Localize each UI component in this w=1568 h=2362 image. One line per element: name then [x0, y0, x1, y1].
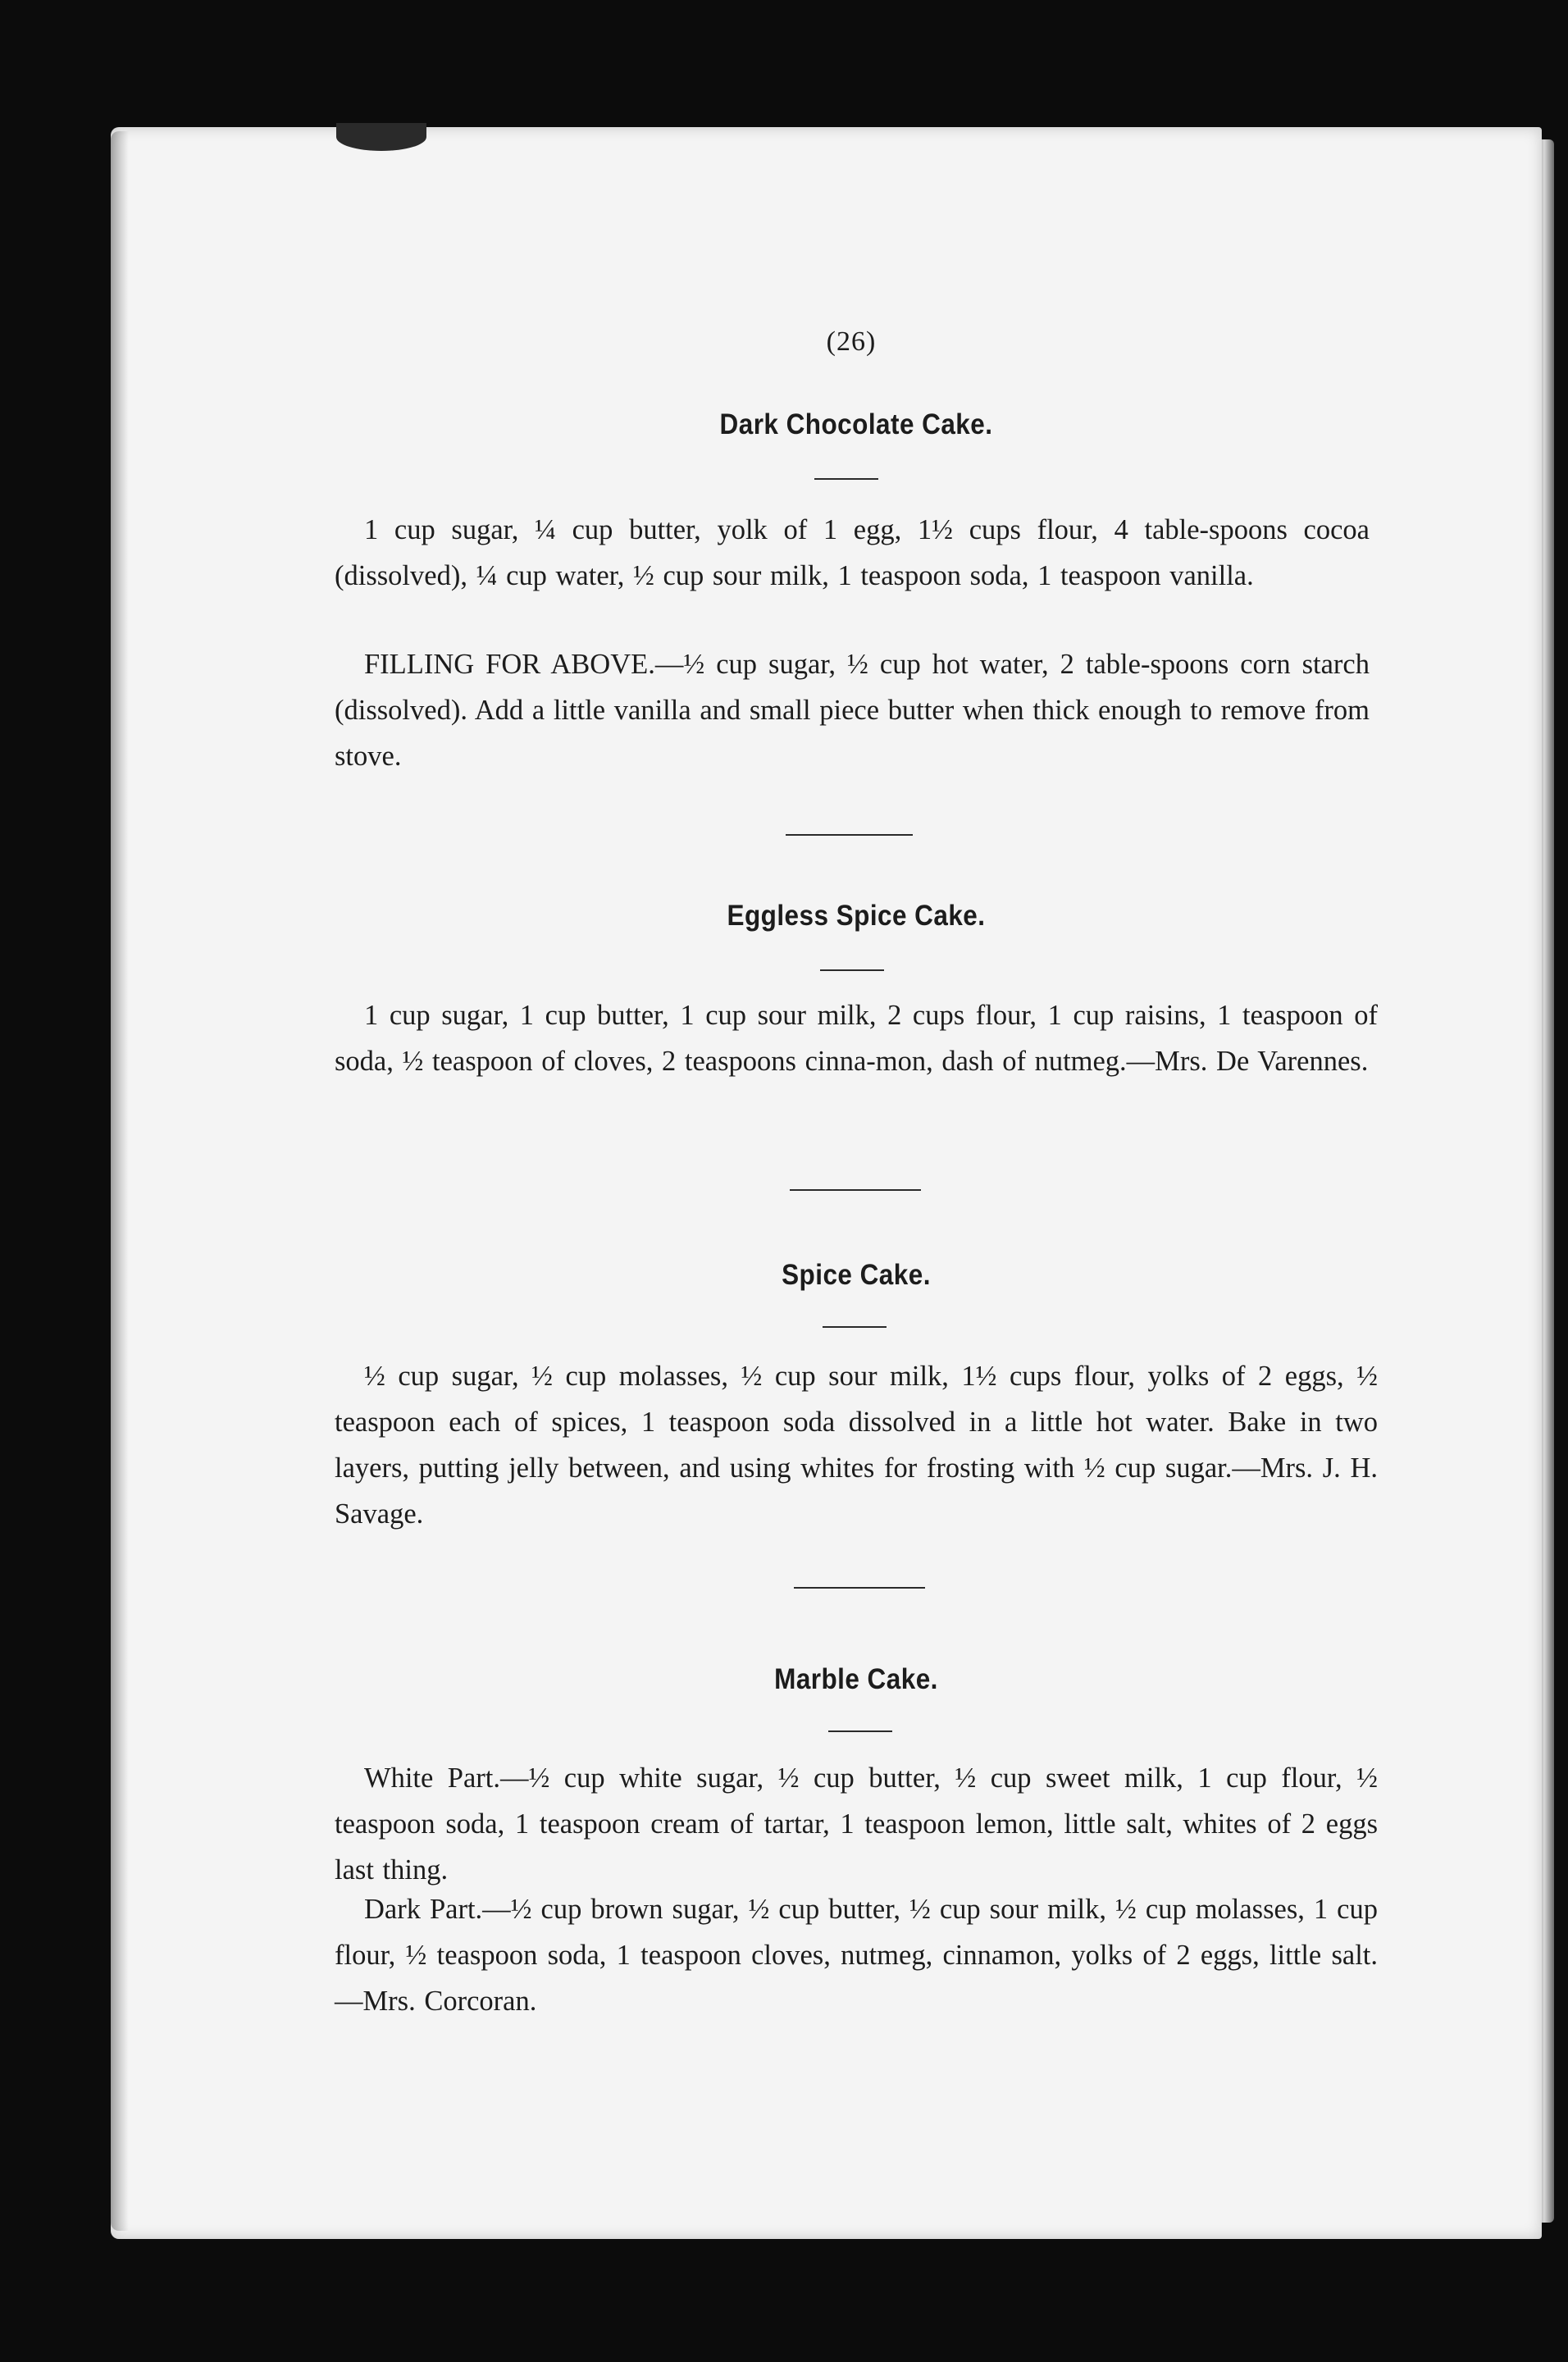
title-underline: [820, 969, 884, 971]
title-underline: [823, 1326, 887, 1328]
recipe-paragraph: ½ cup sugar, ½ cup molasses, ½ cup sour milk, 1½ cups flour, yolks of 2 eggs, ½ teaspoon each of spices, 1 teaspoon soda dissolved in a little hot water. Bake in two layers, putting jelly between, and using whites for frosting with ½ cup sugar.—Mrs. J. H. Savage.: [335, 1361, 1378, 1530]
recipe-paragraph: White Part.—½ cup white sugar, ½ cup butter, ½ cup sweet milk, 1 cup flour, ½ teaspoon soda, 1 teaspoon cream of tartar, 1 teaspoon lemon, little salt, whites of 2 eggs last thing.: [335, 1762, 1378, 1885]
title-underline: [828, 1730, 892, 1732]
recipe-paragraph: FILLING FOR ABOVE.—½ cup sugar, ½ cup hot water, 2 table-spoons corn starch (dissolved). Add a little vanilla and small piece butter when thick enough to remove from stove.: [335, 649, 1370, 772]
page-shadow: [111, 131, 129, 2231]
recipe-title-eggless-spice-cake: Eggless Spice Cake.: [727, 900, 986, 932]
recipe-paragraph: 1 cup sugar, 1 cup butter, 1 cup sour milk, 2 cups flour, 1 cup raisins, 1 teaspoon of soda, ½ teaspoon of cloves, 2 teaspoons cinna-mon, dash of nutmeg.—Mrs. De Varennes.: [335, 1000, 1378, 1077]
recipe-title-spice-cake: Spice Cake.: [782, 1259, 931, 1291]
recipe-title-dark-chocolate-cake: Dark Chocolate Cake.: [719, 408, 993, 440]
page-number: (26): [826, 326, 877, 357]
recipe-paragraph: 1 cup sugar, ¼ cup butter, yolk of 1 egg, 1½ cups flour, 4 table-spoons cocoa (dissolved), ¼ cup water, ½ cup sour milk, 1 teaspoon soda, 1 teaspoon vanilla.: [335, 514, 1370, 591]
recipe-title-marble-cake: Marble Cake.: [774, 1663, 938, 1695]
recipe-paragraph: Dark Part.—½ cup brown sugar, ½ cup butter, ½ cup sour milk, ½ cup molasses, 1 cup flour, ½ teaspoon soda, 1 teaspoon cloves, nutmeg, cinnamon, yolks of 2 eggs, little salt.—Mrs. Corcoran.: [335, 1894, 1378, 2017]
title-underline: [814, 478, 878, 480]
section-divider: [786, 834, 913, 836]
section-divider: [790, 1189, 921, 1191]
section-divider: [794, 1587, 925, 1589]
binding-mark: [336, 123, 426, 151]
